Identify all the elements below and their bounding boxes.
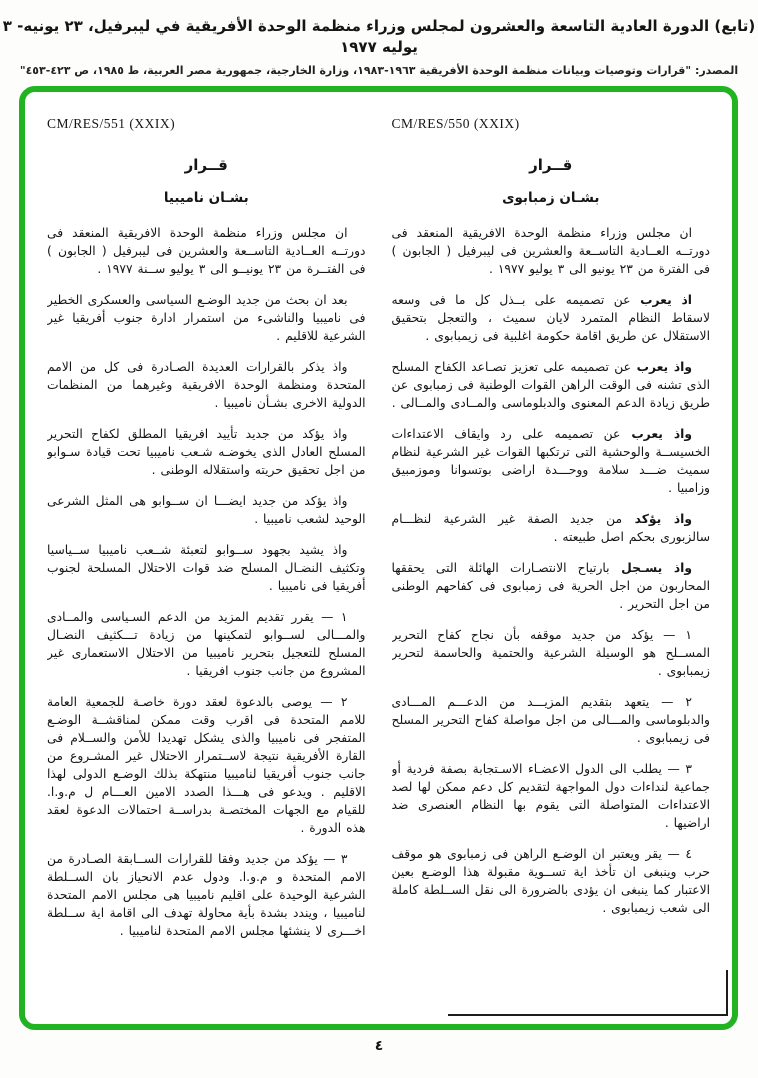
resolution-code-551: CM/RES/551 (XXIX) [47, 116, 176, 131]
paragraph: ٤ — يقر ويعتبر ان الوضـع الراهن فى زمبابوى هو موقف حرب وينبغى ان تأخذ اية تســوية مقبولة هذا الوضـع بعين الاعتبار كما ينبغى ان يؤدى بالضرورة الى نقل الســلطة كاملة الى شعب زيمبابوى . [391, 847, 710, 915]
resolution-title-551: قــرار [184, 156, 228, 174]
resolution-551-body [47, 224, 366, 940]
paragraph: واذ يؤكد من جديد تأييد افريقيا المطلق لكفاح التحرير المسلح العادل الذى يخوضـه شـعب ناميبيا تحت قيادة سـوابو من اجل تحقيق حريته واستقلاله الوطنى . [47, 427, 366, 477]
paragraph: ١ — يقرر تقديم المزيد من الدعم السـياسى والمــادى والمـــالى لســوابو لتمكينها من زيادة تـــكثيف النضـال المسلح للتعجيل بتحرير ناميبيا من الاحتلال الاستعمارى غير المشروع من جانب جنوب افريقيا . [47, 610, 366, 678]
resolution-title-550: قــرار [529, 156, 573, 174]
session-title: (تابع) الدورة العادية التاسعة والعشرون لمجلس وزراء منظمة الوحدة الأفريقية في ليبرفيل، ٢٣ يونيه- ٣ يوليه ١٩٧٧ [2, 17, 756, 56]
page-number: ٤ [374, 1038, 384, 1054]
document-header [0, 0, 758, 77]
paragraph-lead: واذ يعرب [630, 360, 692, 374]
paragraph: ان مجلس وزراء منظمة الوحدة الافريقية المنعقد فى دورتــه العــادية التاســعة والعشرين فى ليبرفيل ( الجابون ) فى الفتــرة من ٢٣ يونيــو الى ٣ يوليو ســنة ١٩٧٧ . [47, 226, 366, 276]
paragraph: بعد ان بحث من جديد الوضـع السياسى والعسكرى الخطير فى ناميبيا والناشىء من استمرار ادارة جنوب أفريقيا غير الشرعية للاقليم . [47, 293, 366, 343]
paragraph: واذ يعرب عن تصميمه على تعزيز تصـاعد الكفاح المسلح الذى تشنه فى الوقت الراهن القوات الوطنية فى زمبابوى عن طريق زيادة الدعم المعنوى والدبلوماسى والمــادى والمــالى . [391, 360, 710, 410]
resolution-subtitle-551: بشـان ناميبيا [163, 190, 249, 206]
paragraph: واذ يؤكد من جديد ايضـــا ان ســوابو هى المثل الشرعى الوحيد لشعب ناميبيا . [47, 494, 366, 526]
resolution-551-column [47, 108, 366, 1014]
paragraph: واذ يذكر بالقرارات العديدة الصـادرة فى كل من الامم المتحدة ومنظمة الوحدة الافريقية وغيرهما من المنظمات الدولية الاخرى بشـأن ناميبيا . [47, 360, 366, 410]
resolution-550-column [392, 108, 711, 1014]
source-citation: المصدر: "قرارات وتوصيات وبيانات منظمة الوحدة الأفريقية ١٩٦٣-١٩٨٣، وزارة الخارجية، جمهورية مصر العربية، ط ١٩٨٥، ص ٤٢٣-٤٥٣" [19, 64, 739, 77]
scan-frame-artifact-horizontal [448, 1014, 728, 1016]
two-column-layout [25, 92, 732, 1024]
paragraph-lead: واذ يؤكد [622, 512, 692, 526]
resolution-code-550: CM/RES/550 (XXIX) [391, 116, 520, 131]
paragraph: ان مجلس وزراء منظمة الوحدة الافريقية المنعقد فى دورتــه العــادية التاســعة والعشرين فى ليبرفيل ( الجابون ) فى الفترة من ٢٣ يونيو الى ٣ يوليو ١٩٧٧ . [391, 226, 710, 276]
paragraph-lead: واذ يسـجل [609, 561, 693, 575]
paragraph: اذ يعرب عن تصميمه على بــذل كل ما فى وسعه لاسقاط النظام المتمرد لايان سميث ، والتعجل بتحقيق الاستقلال عن طريق اقامة حكومة اغلبية فى زيمبابوى . [391, 293, 710, 343]
paragraph: واذ يؤكد من جديد الصفة غير الشرعية لنظـــام سالزبورى بحكم اصل طبيعته . [391, 512, 710, 544]
paragraph: ٣ — يطلب الى الدول الاعضـاء الاسـتجابة بصفة فردية أو جماعية لنداءات دول المواجهة لتقديم كل دعم ممكن لها لصد الاعتداءات المتواصلة التى يقوم بها النظام العنصرى ضد اراضيها . [391, 762, 710, 830]
paragraph: ١ — يؤكد من جديد موقفه بأن نجاح كفاح التحرير المســلح هو الوسيلة الشرعية والحتمية والحاسمة لتحرير زيمبابوى . [391, 628, 710, 678]
paragraph: واذ يشيد بجهود ســوابو لتعبئة شــعب ناميبيا ســياسيا وتكثيف النضـال المسلح ضد قوات الاحتلال المسلحة لجنوب أفريقيا فى ناميبيا . [47, 543, 366, 593]
paragraph: ٢ — يوصى بالدعوة لعقد دورة خاصـة للجمعية العامة للامم المتحدة فى اقرب وقت ممكن لمناقشــة الوضـع المتفجر فى ناميبيا والذى يشكل تهديدا للأمن والســلام فى القارة الأفريقية نتيجة لاســتمرار الاحتلال غير المشـروع من جانب جنوب أفريقيا لناميبيا منتهكة بذلك الوضـع الدولى لهذا الاقليم . ويدعو فى هـــذا الصدد الامين العـــام ل م.و.ا. للقيام مع الجهات المختصـة بدراســة احتمالات الدعوة لعقد هذه الدورة . [47, 695, 366, 835]
scan-frame-artifact-vertical [726, 970, 728, 1016]
paragraph: ٣ — يؤكد من جديد وفقا للقرارات الســابقة الصـادرة من الامم المتحدة و م.و.ا. ودول عدم الانحياز بان الســلطة الشرعية الوحيدة على اقليم ناميبيا هى مجلس الامم المتحدة لناميبيا ، ويندد بشدة بأية محاولة تهدف الى اقامة اية ســلطة اخـــرى لا ينشئها مجلس الامم المتحدة لناميبيا . [47, 852, 366, 938]
paragraph: واذ يسـجل بارتياح الانتصـارات الهائلة التى يحققها المحاربون من اجل الحرية فى زمبابوى فى كفاحهم الوطنى من اجل التحرير . [391, 561, 710, 611]
paragraph-lead: واذ يعرب [620, 427, 693, 441]
paragraph-lead: اذ يعرب [630, 293, 692, 307]
highlight-border-box [19, 86, 738, 1030]
resolution-subtitle-550: بشـان زمبابوى [502, 190, 600, 206]
resolution-550-body [392, 224, 711, 917]
paragraph: واذ يعرب عن تصميمه على رد وايقاف الاعتداءات الخسيســة والوحشية التى ترتكبها القوات غير الشرعية لنظام سميث ضـــد سلامة ووحـــدة اراضى بوتسوانا وموزمبيق وزامبيا . [391, 427, 710, 495]
paragraph: ٢ — يتعهد بتقديم المزيـــد من الدعـــم المـــادى والدبلوماسى والمـــالى من اجل مواصلة كفاح التحرير المسلح فى زيمبابوى . [391, 695, 710, 745]
